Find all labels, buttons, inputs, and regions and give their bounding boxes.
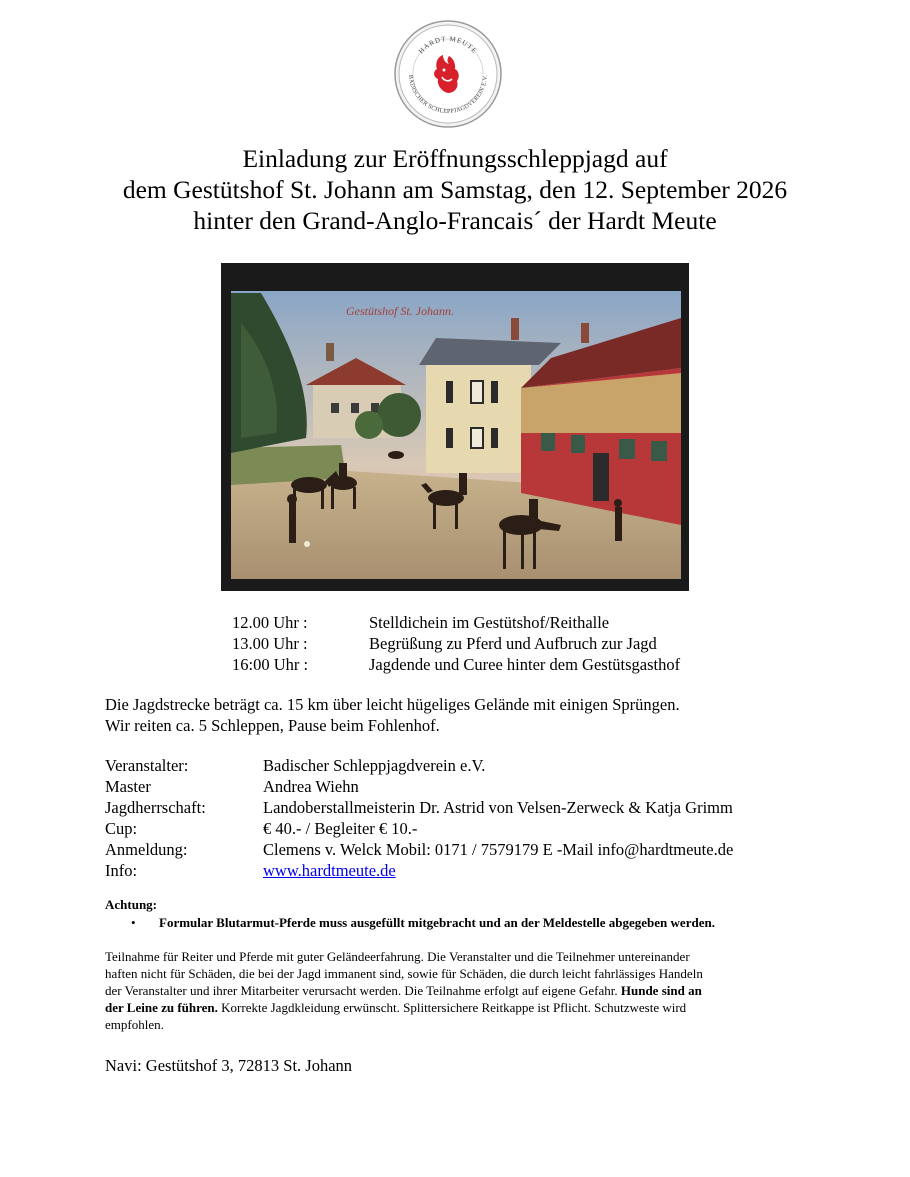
title-line-1: Einladung zur Eröffnungsschleppjagd auf <box>242 144 668 173</box>
title-line-3: hinter den Grand-Anglo-Francais´ der Hardt Meute <box>193 206 717 235</box>
disclaimer-line-1: Teilnahme für Reiter und Pferde mit guter Geländeerfahrung. Die Veranstalter und die Teilnehmer untereinander <box>105 949 690 964</box>
bullet-icon: • <box>131 915 136 930</box>
disclaimer-line-3 <box>105 982 805 999</box>
info-label: Anmeldung: <box>105 840 188 859</box>
disclaimer-line-5: empfohlen. <box>105 1017 164 1032</box>
attention-bullet-text: Formular Blutarmut-Pferde muss ausgefüllt mitgebracht und an der Meldestelle abgegeben werden. <box>159 915 715 930</box>
title-line-2: dem Gestütshof St. Johann am Samstag, den 12. September 2026 <box>122 175 788 204</box>
info-label: Veranstalter: <box>105 756 189 775</box>
info-value: Badischer Schleppjagdverein e.V. <box>263 756 486 775</box>
info-label: Jagdherrschaft: <box>105 798 206 817</box>
info-value: Landoberstallmeisterin Dr. Astrid von Velsen-Zerweck & Katja Grimm <box>263 798 733 817</box>
navigation-address: Navi: Gestütshof 3, 72813 St. Johann <box>105 1056 353 1075</box>
info-row-master <box>105 776 733 797</box>
event-info-table <box>105 755 733 881</box>
invitation-title <box>0 143 910 236</box>
info-row-organizer <box>105 755 733 776</box>
route-description <box>105 694 680 736</box>
schedule-row <box>232 612 680 633</box>
schedule-time: 12.00 Uhr : <box>232 613 308 632</box>
attention-bullet <box>131 914 715 931</box>
schedule-row <box>232 633 680 654</box>
disclaimer-line-2: haften nicht für Schäden, die bei der Jagd immanent sind, sowie für Schäden, die durch leicht fahrlässiges Handeln <box>105 966 703 981</box>
info-label: Info: <box>105 861 138 880</box>
postcard-caption: Gestütshof St. Johann. <box>346 304 454 318</box>
attention-heading: Achtung: <box>105 897 158 912</box>
info-row-host <box>105 797 733 818</box>
dog-leash-notice-continued: der Leine zu führen. <box>105 1000 218 1015</box>
schedule-time: 13.00 Uhr : <box>232 634 308 653</box>
schedule-time: 16:00 Uhr : <box>232 655 309 674</box>
info-row-registration <box>105 839 733 860</box>
info-label: Master <box>105 777 151 796</box>
website-link[interactable]: www.hardtmeute.de <box>263 861 396 880</box>
schedule-event: Begrüßung zu Pferd und Aufbruch zur Jagd <box>369 634 657 653</box>
disclaimer-line-4 <box>105 999 805 1016</box>
disclaimer-text: Korrekte Jagdkleidung erwünscht. Splittersichere Reitkappe ist Pflicht. Schutzweste wird <box>217 1000 687 1015</box>
info-value: € 40.- / Begleiter € 10.- <box>263 819 418 838</box>
dog-leash-notice: Hunde sind an <box>620 983 702 998</box>
info-row-website <box>105 860 733 881</box>
schedule <box>232 612 680 675</box>
info-value: Andrea Wiehn <box>263 777 359 796</box>
logo-ring-text: BADISCHER SCHLEPPJAGDVEREIN E.V. <box>406 74 489 116</box>
club-seal <box>393 19 503 129</box>
logo-top-text: HARDT MEUTE <box>417 34 479 56</box>
attention-notice <box>105 896 715 931</box>
info-label: Cup: <box>105 819 138 838</box>
schedule-event: Stelldichein im Gestütshof/Reithalle <box>369 613 610 632</box>
liability-disclaimer <box>105 948 805 1033</box>
info-row-cup <box>105 818 733 839</box>
schedule-event: Jagdende und Curee hinter dem Gestütsgasthof <box>369 655 681 674</box>
description-line-1: Die Jagdstrecke beträgt ca. 15 km über leicht hügeliges Gelände mit einigen Sprüngen. <box>105 695 680 714</box>
historic-postcard-image <box>221 263 689 591</box>
club-logo <box>393 19 503 129</box>
disclaimer-text: der Veranstalter und ihrer Mitarbeiter verursacht werden. Die Teilnahme erfolgt auf eigene Gefahr. <box>105 983 621 998</box>
description-line-2: Wir reiten ca. 5 Schleppen, Pause beim Fohlenhof. <box>105 716 440 735</box>
schedule-row <box>232 654 680 675</box>
info-value: Clemens v. Welck Mobil: 0171 / 7579179 E -Mail info@hardtmeute.de <box>263 840 734 859</box>
